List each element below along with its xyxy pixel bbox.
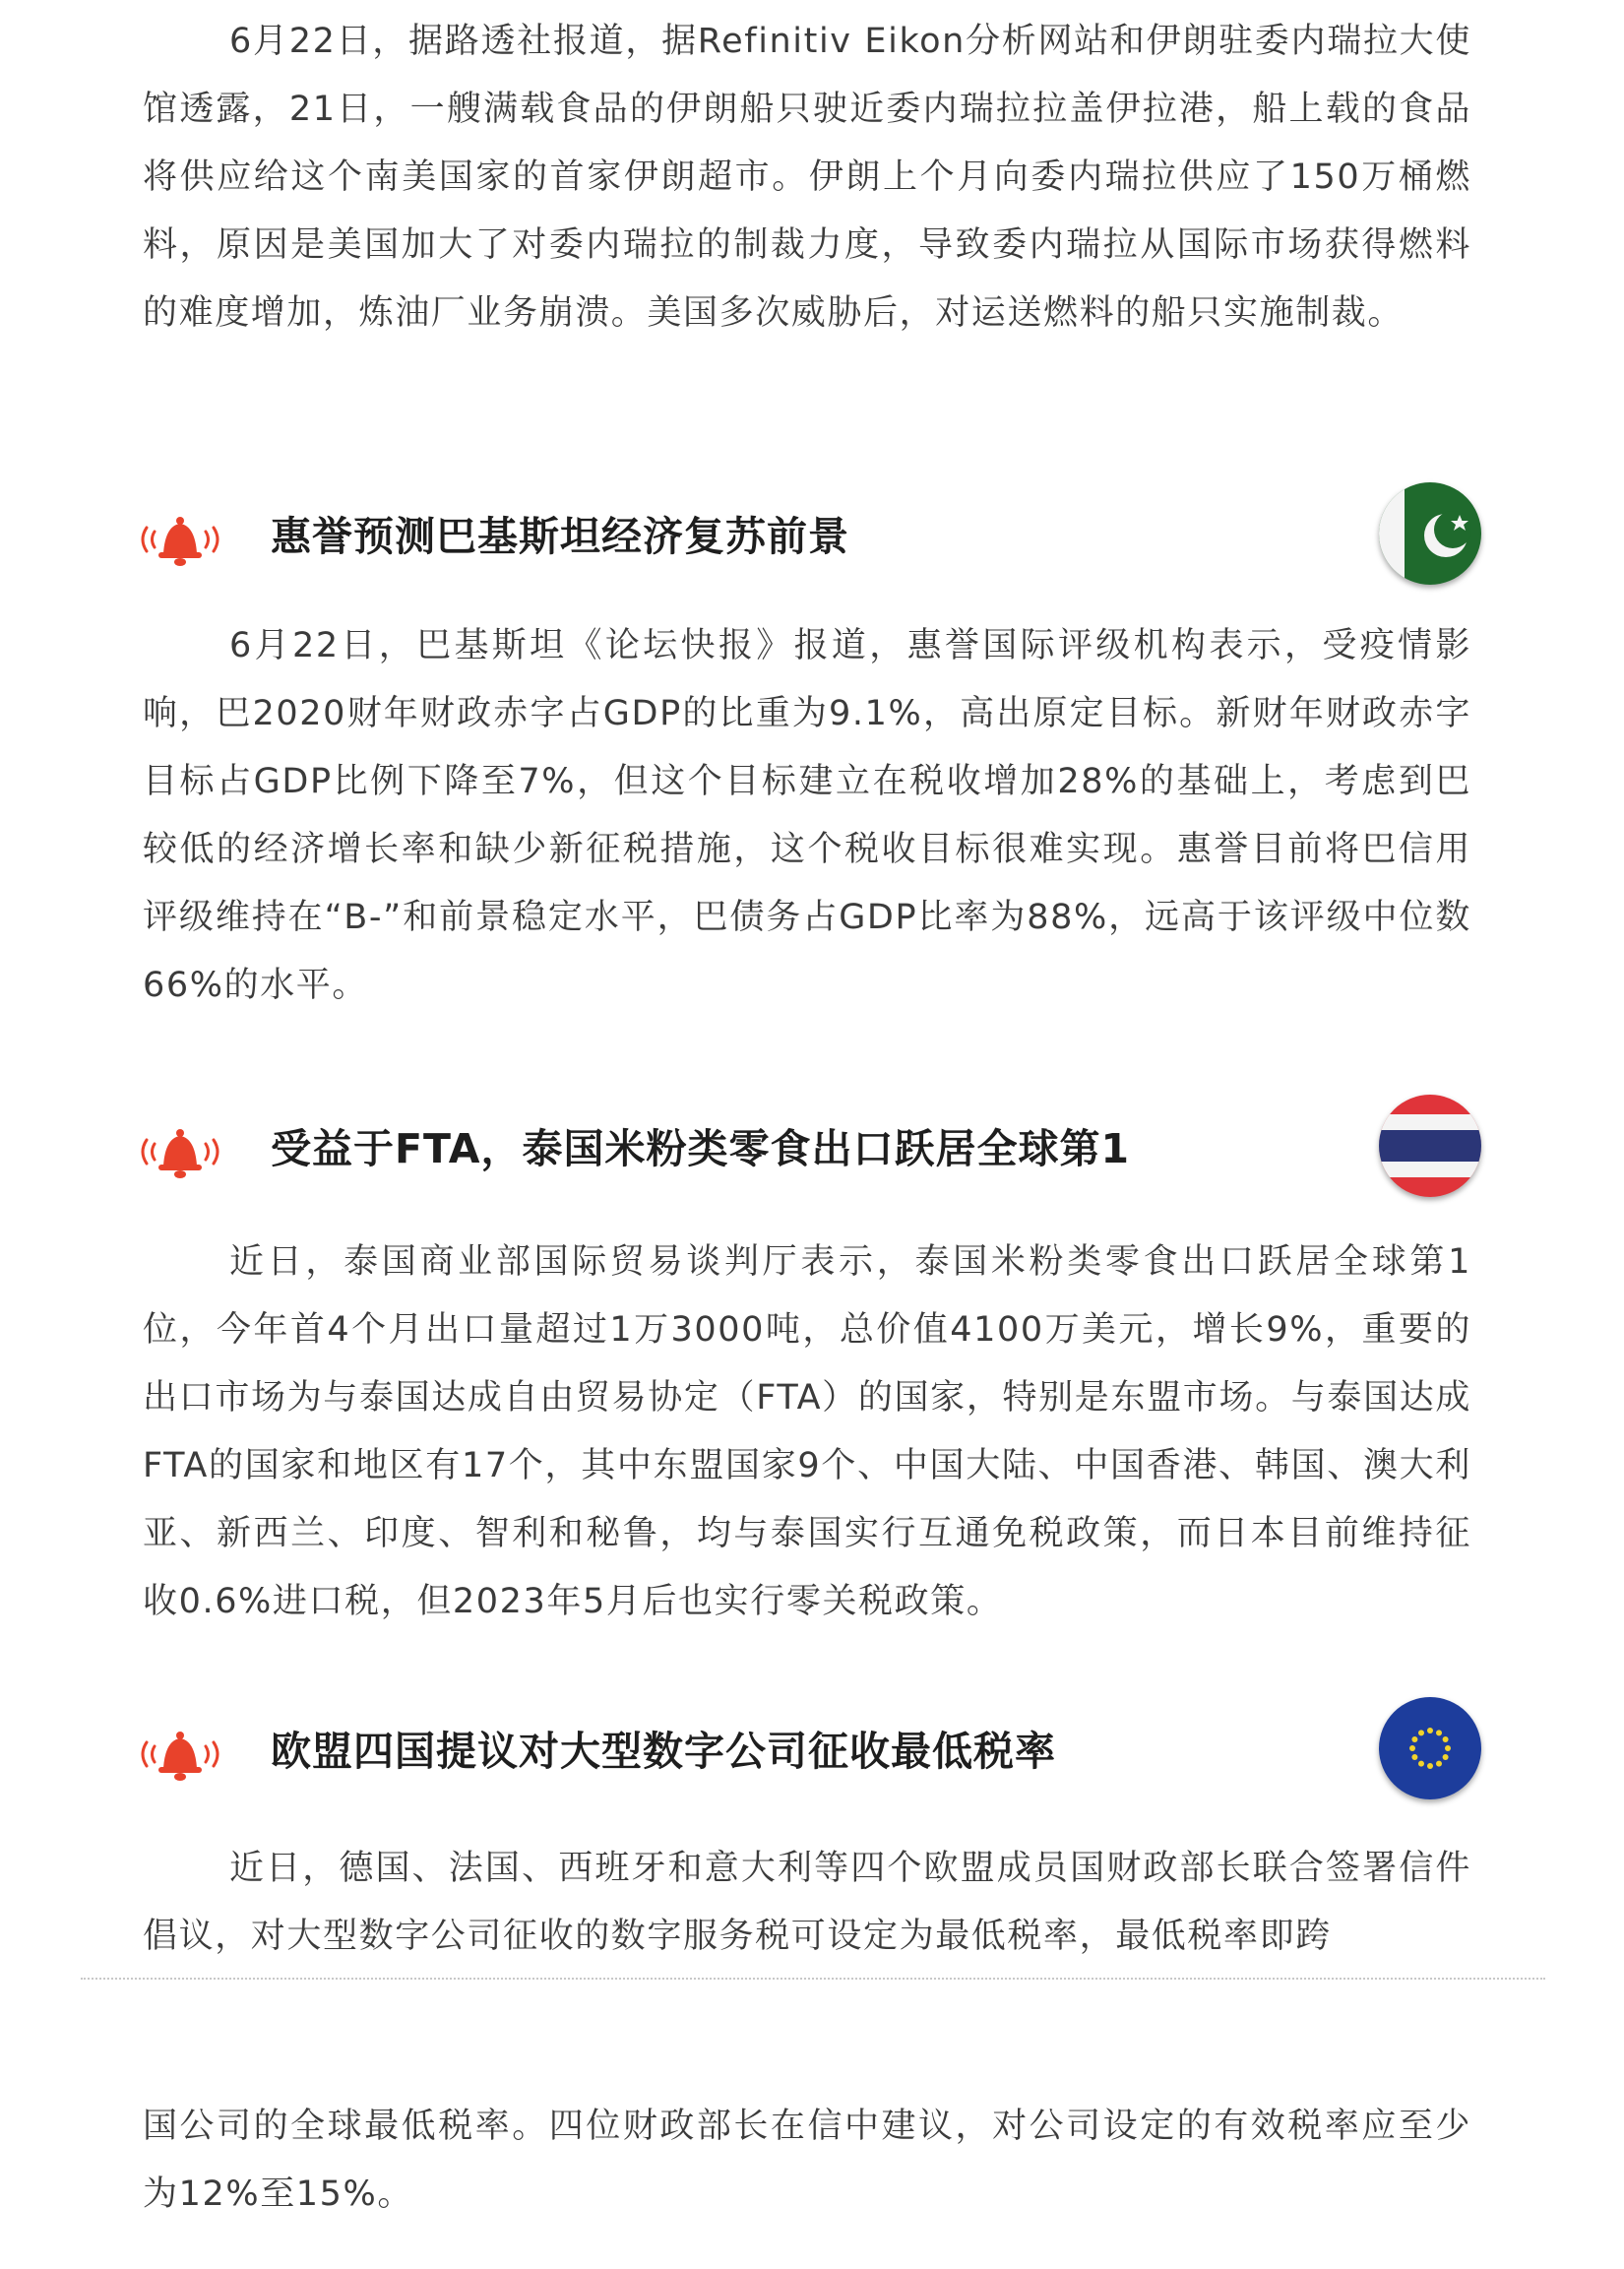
section-title: 惠誉预测巴基斯坦经济复苏前景 bbox=[271, 513, 849, 560]
page-divider bbox=[81, 1978, 1545, 1980]
pakistan-flag-icon bbox=[1379, 482, 1481, 585]
section-paragraph: 6月22日，巴基斯坦《论坛快报》报道，惠誉国际评级机构表示，受疫情影响，巴2020财年财政赤字占GDP的比重为9.1%，高出原定目标。新财年财政赤字目标占GDP比例下降至7%，但这个目标建立在税收增加28%的基础上，考虑到巴较低的经济增长率和缺少新征税措施，这个税收目标很难实现。惠誉目前将巴信用评级维持在“B-”和前景稳定水平，巴债务占GDP比率为88%，远高于该评级中位数66%的水平。 bbox=[143, 626, 1471, 1005]
section-paragraph-continuation: 国公司的全球最低税率。四位财政部长在信中建议，对公司设定的有效税率应至少为12%至15%。 bbox=[143, 2107, 1471, 2214]
section-heading-pakistan bbox=[133, 482, 1481, 591]
section-title: 欧盟四国提议对大型数字公司征收最低税率 bbox=[271, 1728, 1056, 1775]
section-paragraph: 近日，泰国商业部国际贸易谈判厅表示，泰国米粉类零食出口跃居全球第1位，今年首4个月出口量超过1万3000吨，总价值4100万美元，增长9%，重要的出口市场为与泰国达成自由贸易协定（FTA）的国家，特别是东盟市场。与泰国达成FTA的国家和地区有17个，其中东盟国家9个、中国大陆、中国香港、韩国、澳大利亚、新西兰、印度、智利和秘鲁，均与泰国实行互通免税政策，而日本目前维持征收0.6%进口税，但2023年5月后也实行零关税政策。 bbox=[143, 1242, 1471, 1621]
section-heading-thailand bbox=[133, 1095, 1481, 1203]
section-heading-eu bbox=[133, 1697, 1481, 1805]
thailand-flag-icon bbox=[1379, 1095, 1481, 1197]
section-paragraph: 近日，德国、法国、西班牙和意大利等四个欧盟成员国财政部长联合签署信件倡议，对大型数字公司征收的数字服务税可设定为最低税率，最低税率即跨 bbox=[143, 1849, 1471, 1956]
bell-icon bbox=[133, 1124, 227, 1179]
intro-paragraph: 6月22日，据路透社报道，据Refinitiv Eikon分析网站和伊朗驻委内瑞拉大使馆透露，21日，一艘满载食品的伊朗船只驶近委内瑞拉拉盖伊拉港，船上载的食品将供应给这个南美国家的首家伊朗超市。伊朗上个月向委内瑞拉供应了150万桶燃料，原因是美国加大了对委内瑞拉的制裁力度，导致委内瑞拉从国际市场获得燃料的难度增加，炼油厂业务崩溃。美国多次威胁后，对运送燃料的船只实施制裁。 bbox=[143, 22, 1471, 333]
eu-flag-icon bbox=[1379, 1697, 1481, 1799]
bell-icon bbox=[133, 1727, 227, 1782]
bell-icon bbox=[133, 512, 227, 567]
section-title: 受益于FTA，泰国米粉类零食出口跃居全球第1 bbox=[271, 1125, 1131, 1172]
